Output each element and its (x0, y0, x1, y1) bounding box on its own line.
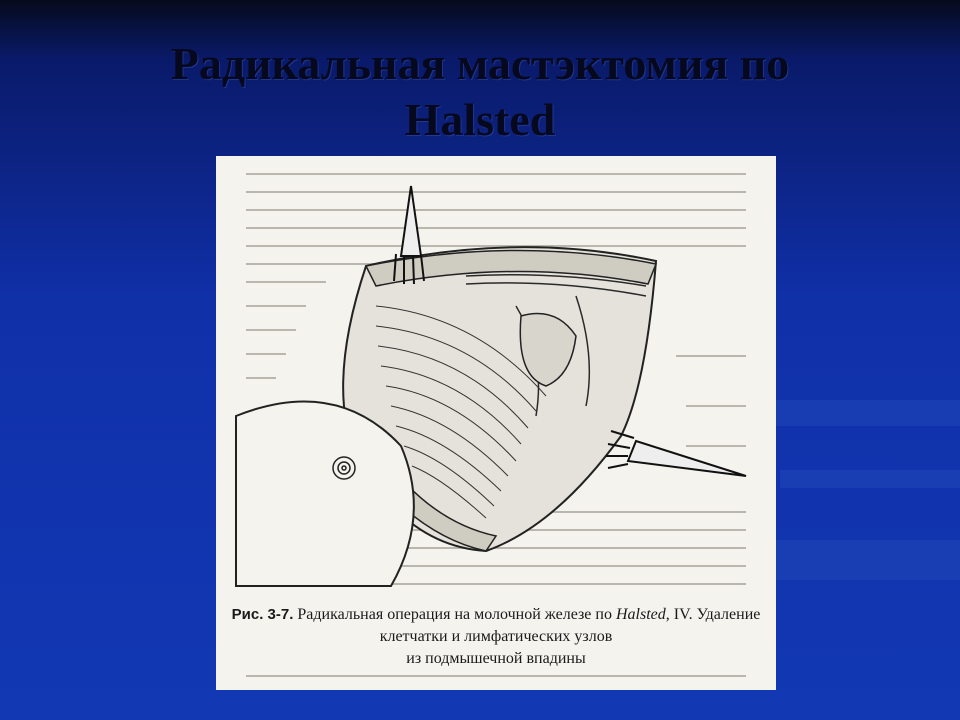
slide-title-line-1: Радикальная мастэктомия по (170, 38, 790, 89)
caption-text-3: из подмышечной впадины (406, 650, 586, 667)
caption-number: Рис. 3-7. (231, 606, 294, 623)
background-stripe (780, 470, 960, 488)
caption-author: Halsted (615, 606, 666, 623)
figure-caption (230, 604, 762, 670)
caption-text-2: , IV. Удаление клетчатки и лимфатических узлов (379, 606, 761, 645)
background-stripe (760, 400, 960, 426)
slide-title (80, 36, 880, 148)
caption-text-1: Радикальная операция на молочной железе по (297, 606, 612, 623)
retractor-hook-right-icon (606, 431, 746, 476)
slide-title-line-2: Halsted (404, 94, 556, 145)
scanned-illustration (216, 156, 776, 690)
